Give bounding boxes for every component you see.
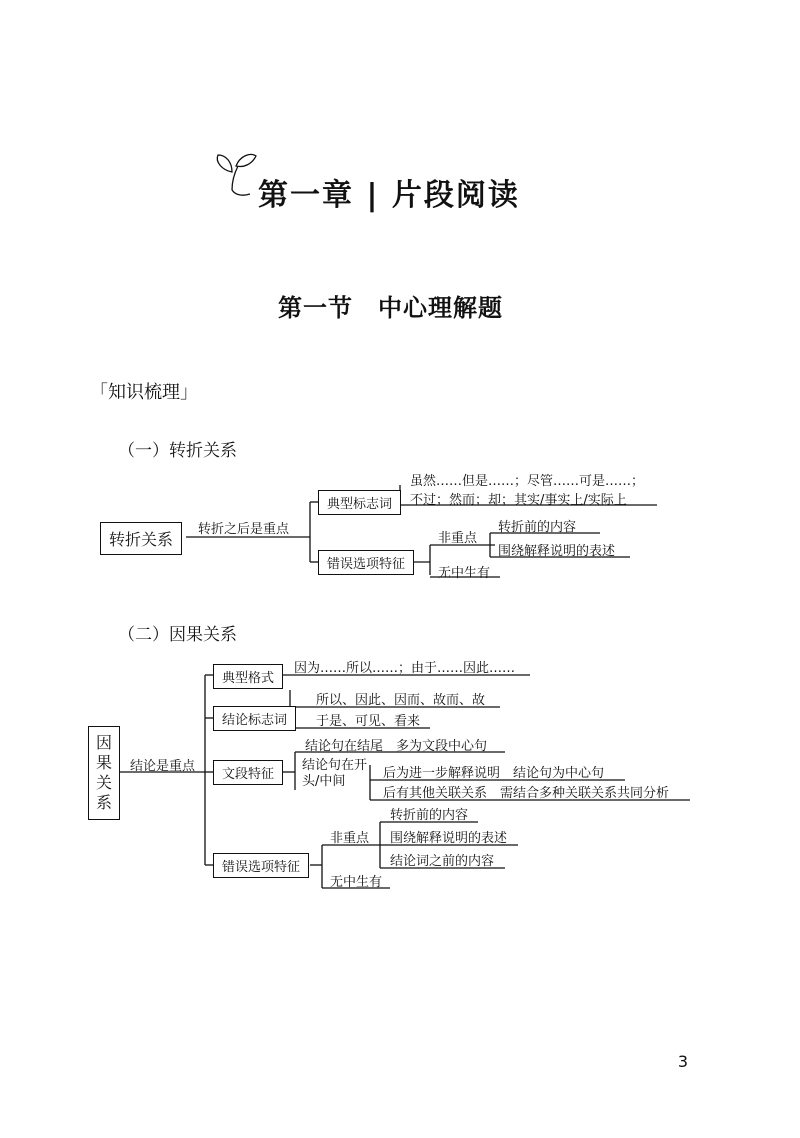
part1-fabricated: 无中生有 xyxy=(438,566,491,581)
part1-wrong-item2: 围绕解释说明的表述 xyxy=(498,544,616,559)
part2-conclusion-words-line2: 于是、可见、看来 xyxy=(316,714,421,729)
part2-typical-format-label: 典型格式 xyxy=(213,664,283,689)
part1-typical-words-label: 典型标志词 xyxy=(318,490,401,515)
part2-conclusion-words-label: 结论标志词 xyxy=(213,706,296,731)
part2-wrong-options-label: 错误选项特征 xyxy=(213,853,309,878)
part2-typical-format-text: 因为……所以……；由于……因此…… xyxy=(294,661,516,676)
part2-paragraph-after2: 后有其他关联关系 需结合多种关联关系共同分析 xyxy=(383,786,670,801)
part2-branch-label: 结论是重点 xyxy=(130,759,196,774)
part2-wrong-item3: 结论词之前的内容 xyxy=(390,854,495,869)
section-title: 第一节 中心理解题 xyxy=(278,294,503,322)
sprout-icon xyxy=(217,154,256,195)
part2-wrong-item1: 转折前的内容 xyxy=(390,808,469,823)
part1-typical-words-line1: 虽然……但是……；尽管……可是……； xyxy=(410,474,645,489)
part2-wrong-item2: 围绕解释说明的表述 xyxy=(390,831,508,846)
part2-paragraph-after1: 后为进一步解释说明 结论句为中心句 xyxy=(383,766,605,781)
part2-heading: （二）因果关系 xyxy=(118,625,237,645)
part2-fabricated: 无中生有 xyxy=(330,875,383,890)
part1-non-key: 非重点 xyxy=(438,531,478,546)
part2-root: 因果关系 xyxy=(88,726,120,820)
part1-root: 转折关系 xyxy=(100,522,182,555)
part2-conclusion-words-line1: 所以、因此、因而、故而、故 xyxy=(316,693,486,708)
knowledge-heading: 「知识梳理」 xyxy=(90,382,198,403)
part1-wrong-options-label: 错误选项特征 xyxy=(318,550,414,575)
part1-typical-words-line2: 不过；然而；却；其实/事实上/实际上 xyxy=(410,493,627,508)
chapter-title: 第一章 | 片段阅读 xyxy=(258,178,520,213)
part1-heading: （一）转折关系 xyxy=(118,441,237,461)
part1-wrong-item1: 转折前的内容 xyxy=(498,520,577,535)
part2-paragraph-end: 结论句在结尾 多为文段中心句 xyxy=(305,739,488,754)
part1-branch-label: 转折之后是重点 xyxy=(198,522,290,537)
part2-paragraph-head-mid: 结论句在开头/中间 xyxy=(302,758,368,789)
page-number: 3 xyxy=(677,1052,688,1071)
part2-non-key: 非重点 xyxy=(330,831,370,846)
part2-paragraph-features-label: 文段特征 xyxy=(213,760,283,785)
